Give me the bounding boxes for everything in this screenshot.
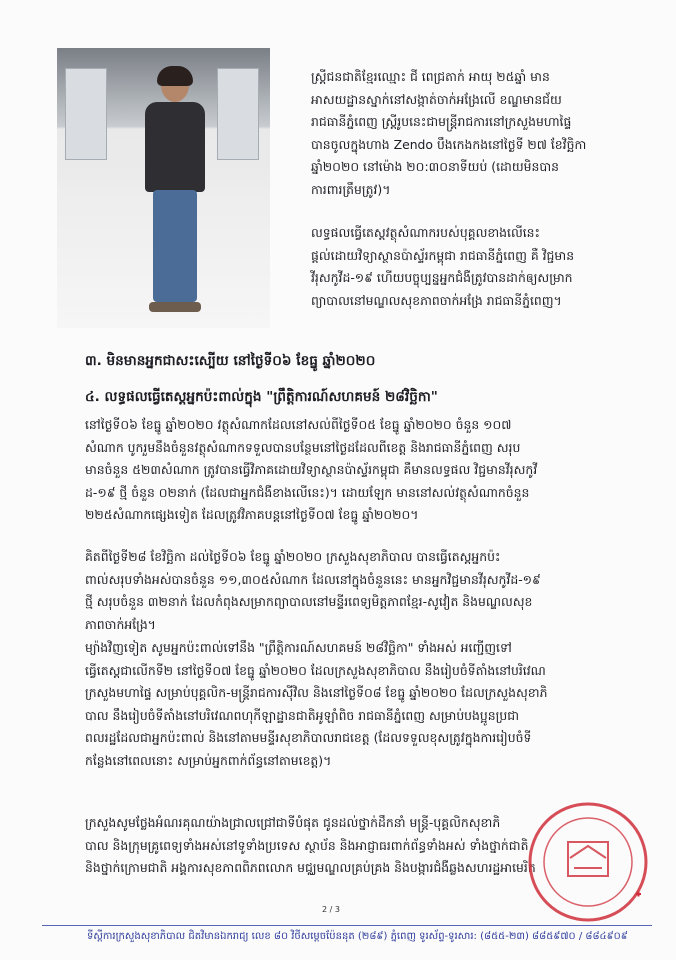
intro-paragraph-1 [311,66,586,201]
text-line: ស្ត្រីជនជាតិខ្មែរឈ្មោះ ជី ពេជ្រតាក់ អាយុ ២៥ឆ្នាំ មាន [311,69,550,84]
page-number: 2 / 3 [322,905,340,914]
text-line: ធ្វើតេស្តជាលើកទី២ នៅថ្ងៃទី០៧ ខែធ្នូ ឆ្នាំ២០២០ ដែលក្រសួងសុខាភិបាល នឹងរៀបចំទីតាំងនៅបរិវេណ [85,662,546,678]
text-line: កន្លែងនៅពេលនោះ សម្រាប់អ្នកពាក់ព័ន្ធនៅតាមខេត្ត)។ [85,752,332,768]
text-line: និងថ្នាក់ក្រោមជាតិ អង្គការសុខភាពពិភពលោក មជ្ឈមណ្ឌលគ្រប់គ្រង និងបង្ការជំងឺឆ្លងសហរដ្ឋអាមេរិក [85,860,536,875]
text-line: ពាល់សរុបទាំងអស់បានចំនួន ១១,៣០៥សំណាក ដែលនៅក្នុងចំនួននេះ មានអ្នកវិជ្ជមានវីរុសកូវីដ-១៩ [85,571,541,587]
text-line: ផ្តល់ដោយវិទ្យាស្ថានប៉ាស្ទ័រកម្ពុជា រាជធានីភ្នំពេញ គឺ វិជ្ជមាន [311,247,575,263]
text-line: មានចំនួន ៥២៣សំណាក ត្រូវបានធ្វើវិភាគដោយវិទ្យាស្ថានប៉ាស្ទ័រកម្ពុជា គឺមានលទ្ធផល វិជ្ជមានវីរុសកូវី [85,462,538,477]
text-line: បានចូលក្នុងហាង Zendo បឹងកេងកងនៅថ្ងៃទី ២៧ ខែវិច្ឆិកា [311,136,587,152]
official-stamp [524,798,652,926]
footer-divider [42,925,652,926]
text-line: ថ្មី សរុបចំនួន ៣២នាក់ ដែលកំពុងសម្រាកព្យាបាលនៅមន្ទីរពេទ្យមិត្តភាពខ្មែរ-សូវៀត និងមណ្ឌលសុខ [85,594,533,609]
text-line: ក្រសួងមហាផ្ទៃ សម្រាប់បុគ្គលិក-មន្ត្រីរាជការស៊ីវិល និងនៅថ្ងៃទី០៨ ខែធ្នូ ឆ្នាំ២០២០ ដែលក្រសួងសុខាភិ [85,685,548,700]
text-line: នៅថ្ងៃទី០៦ ខែធ្នូ ឆ្នាំ២០២០ វត្ថុសំណាកដែលនៅសល់ពីថ្ងៃទី០៥ ខែធ្នូ ឆ្នាំ២០២០ ចំនួន ១០៧ [85,417,512,432]
text-line: ២២៥សំណាកផ្សេងទៀត ដែលត្រូវវិភាគបន្តនៅថ្ងៃទី០៧ ខែធ្នូ ឆ្នាំ២០២០។ [85,507,419,522]
text-line: បាល និងក្រុមគ្រូពេទ្យទាំងអស់នៅទូទាំងប្រទេស ស្ថាប័ន និងអាជ្ញាធរពាក់ព័ន្ធទាំងអស់ ទាំងថ្នាក់ជាតិ [85,837,529,853]
person-photo [57,48,270,328]
text-line: ឆ្នាំ២០២០ នៅម៉ោង ២០:៣០នាទីយប់ (ដោយមិនបាន [311,159,560,174]
text-line: ព្យាបាលនៅមណ្ឌលសុខភាពចាក់អង្រែ រាជធានីភ្នំពេញ។ [311,292,562,308]
footer-address: ទីស្តីការក្រសួងសុខាភិបាល ជិតវិមានឯករាជ្យ លេខ ៨០ វិថីសម្តេចប៉ែននុត (២៨៩) ភ្នំពេញ ទូរស័ព្ទ-ទូរសារ: (៨៥៥-២៣) ៨៨៥៩៧០ / ៨៨៤៩០៩ [87,931,628,942]
text-line: អាសយដ្ឋានស្នាក់នៅសង្កាត់ចាក់អង្រែលើ ខណ្ឌមានជ័យ [311,91,562,107]
text-line: វីរុសកូវីដ-១៩ ហើយបច្ចុប្បន្នអ្នកជំងឺត្រូវបានដាក់ឲ្យសម្រាក [311,270,573,285]
person-sweater [145,102,205,192]
person-shoes [149,302,201,312]
text-line: បាល នឹងរៀបចំទីតាំងនៅបរិវេណពហុកីឡាដ្ឋានជាតិអូឡាំពិច រាជធានីភ្នំពេញ សម្រាប់បងប្អូនប្រជា [85,707,519,723]
text-line: ម្យ៉ាងវិញទៀត សូមអ្នកប៉ះពាល់ទៅនឹង "ព្រឹត្តិការណ៍សហគមន៍ ២៨វិច្ឆិកា" ទាំងអស់ អញ្ជើញទៅ [85,640,512,655]
text-line: សំណាក បូករួមនឹងចំនួនវត្ថុសំណាកទទួលបានបន្ថែមនៅថ្ងៃដដែលពីខេត្ត និងរាជធានីភ្នំពេញ សរុប [85,439,521,455]
closing-paragraph [85,812,536,880]
text-line: គិតពីថ្ងៃទី២៨ ខែវិច្ឆិកា ដល់ថ្ងៃទី០៦ ខែធ្នូ ឆ្នាំ២០២០ ក្រសួងសុខាភិបាល បានធ្វើតេស្តអ្នកប៉ះ [85,549,501,564]
text-line: ការពារត្រឹមត្រូវ)។ [311,181,391,197]
section-4-paragraph-1 [85,414,537,527]
text-line: ភាពចាក់អង្រែ។ [85,616,156,632]
person-jeans [153,190,197,302]
intro-paragraph-2 [311,222,574,312]
person-hair [157,66,193,86]
text-line: ពលរដ្ឋដែលជាអ្នកប៉ះពាល់ និងនៅតាមមន្ទីរសុខាភិបាលរាជខេត្ត (ដែលទទួលខុសត្រូវក្នុងការរៀបចំទី [85,730,532,745]
text-line: រាជធានីភ្នំពេញ ស្ត្រីរូបនេះជាមន្ត្រីរាជការនៅក្រសួងមហាផ្ទៃ [311,114,572,129]
text-line: លទ្ធផលធ្វើតេស្តវត្ថុសំណាករបស់បុគ្គលខាងលើនេះ [311,225,540,240]
section-3-heading: ៣. មិនមានអ្នកជាសះស្បើយ នៅថ្ងៃទី០៦ ខែធ្នូ ឆ្នាំ២០២០ [85,353,376,369]
person-figure [145,68,205,318]
text-line: ដ-១៩ ថ្មី ចំនួន ០២នាក់ (ដែលជាអ្នកជំងឺខាងលើនេះ)។ ដោយឡែក មាននៅសល់វត្ថុសំណាកចំនួន [85,484,530,500]
background-window [65,68,107,160]
background-window [217,68,259,160]
section-4-paragraph-2 [85,546,541,636]
text-line: ក្រសួងសូមថ្លែងអំណរគុណយ៉ាងជ្រាលជ្រៅជាទីបំផុត ជូនដល់ថ្នាក់ដឹកនាំ មន្ត្រី-បុគ្គលិកសុខាភិ [85,815,501,830]
section-4-paragraph-3 [85,637,547,772]
section-4-heading: ៤. លទ្ធផលធ្វើតេស្តអ្នកប៉ះពាល់ក្នុង "ព្រឹត្តិការណ៍សហគមន៍ ២៨វិច្ឆិកា" [85,389,438,405]
